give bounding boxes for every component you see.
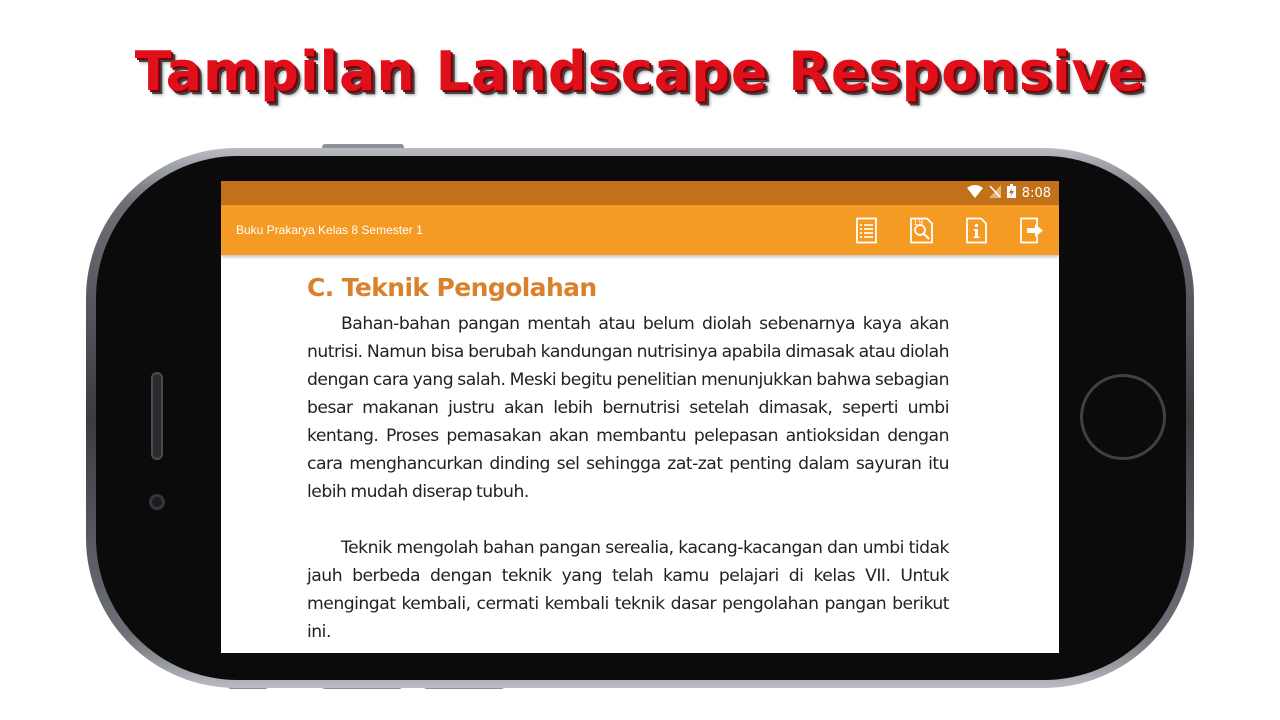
status-bar	[221, 181, 1059, 205]
info-icon[interactable]	[963, 217, 990, 244]
go-to-page-icon[interactable]	[908, 217, 935, 244]
page-number-badge: 19	[913, 218, 924, 227]
status-time: 8:08	[1021, 185, 1051, 201]
battery-charging-icon	[1007, 184, 1016, 202]
app-bar	[221, 205, 1059, 255]
table-of-contents-icon[interactable]	[853, 217, 880, 244]
no-signal-icon	[989, 185, 1001, 202]
front-camera	[149, 494, 165, 510]
phone-speaker	[151, 372, 163, 460]
paragraph: Teknik mengolah bahan pangan serealia, kacang-kacangan dan umbi tidak jauh berbeda dengan teknik yang telah kamu pelajari di kelas VII. Untuk mengingat kembali, cermati kembali teknik dasar pengolahan pangan berikut ini.	[307, 538, 949, 642]
section-heading: C. Teknik Pengolahan	[307, 273, 597, 302]
phone-screen	[221, 181, 1059, 653]
app-title: Buku Prakarya Kelas 8 Semester 1	[236, 223, 423, 237]
exit-icon[interactable]	[1018, 217, 1045, 244]
book-page[interactable]	[221, 255, 1059, 646]
app-bar-actions	[853, 217, 1045, 244]
wifi-icon	[967, 185, 983, 202]
home-button[interactable]	[1080, 374, 1166, 460]
paragraph: Bahan-bahan pangan mentah atau belum diolah sebenarnya kaya akan nutrisi. Namun bisa berubah kandungan nutrisinya apabila dimasak atau diolah dengan cara yang salah. Meski begitu penelitian menunjukkan bahwa sebagian besar makanan justru akan lebih bernutrisi setelah dimasak, seperti umbi kentang. Proses pemasakan akan membantu pelepasan antioksidan dengan cara menghancurkan dinding sel sehingga zat-zat penting dalam sayuran itu lebih mudah diserap tubuh.	[307, 314, 949, 502]
promo-banner-title: Tampilan Landscape Responsive	[134, 40, 1146, 103]
